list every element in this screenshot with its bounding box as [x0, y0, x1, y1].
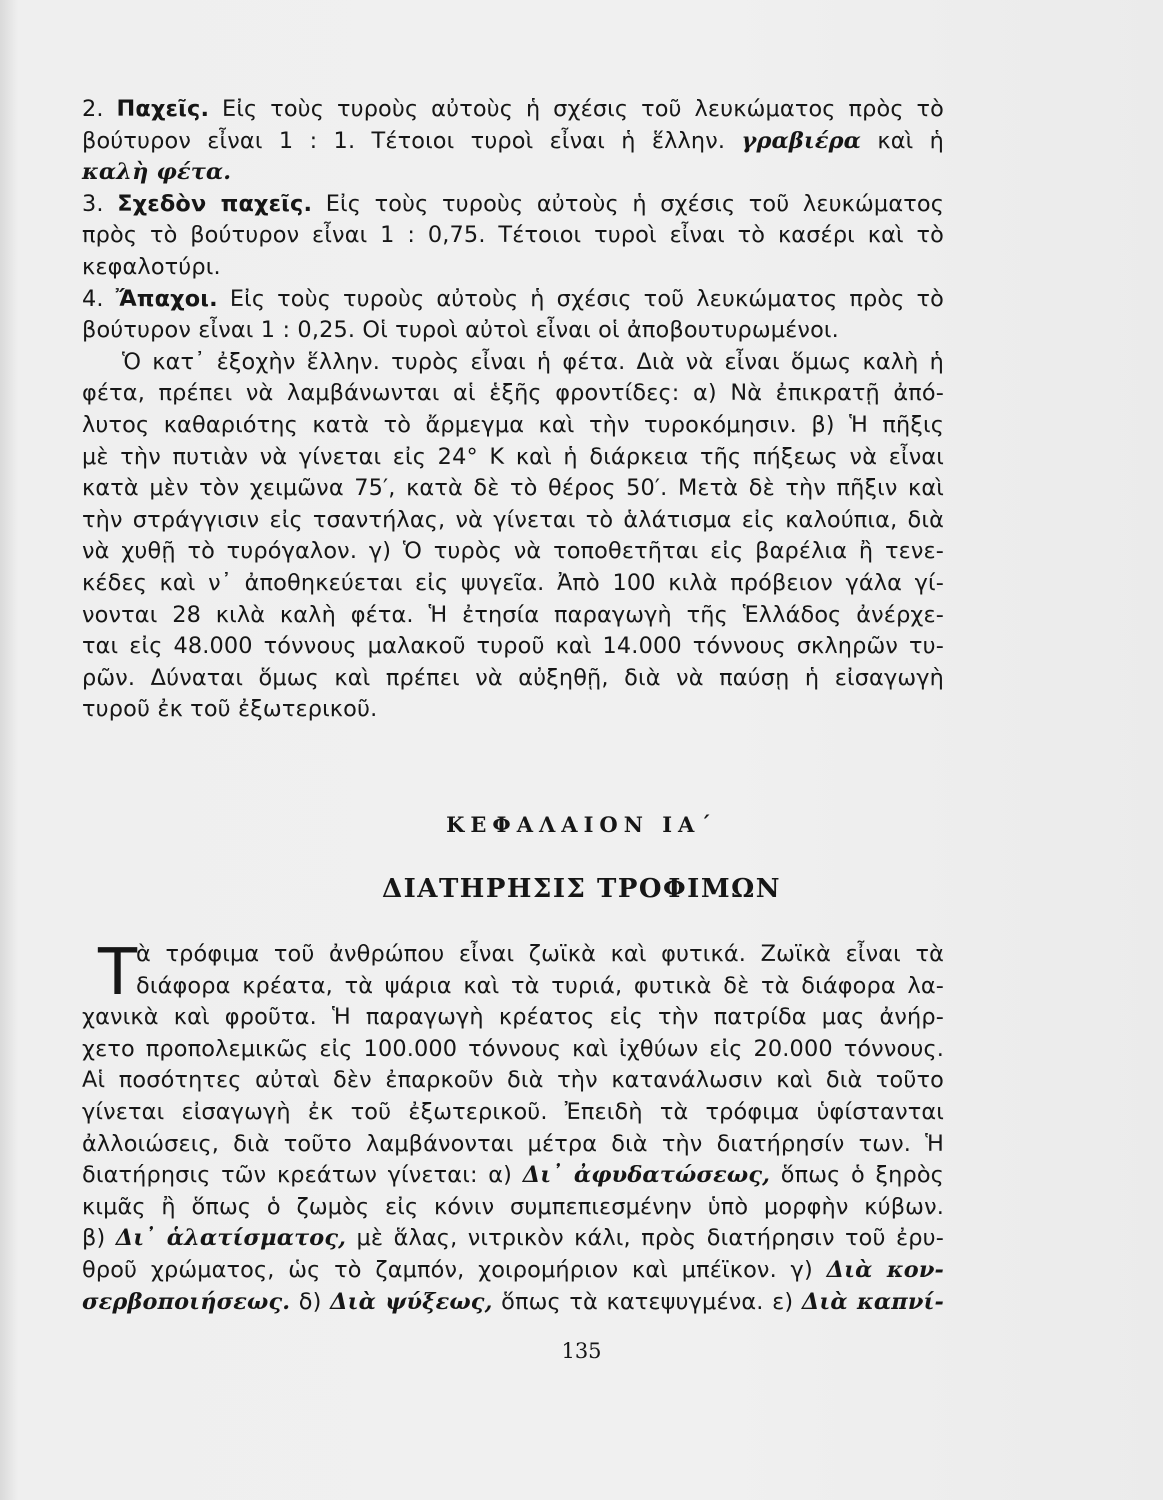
preservation-line-1: ὰ τρόφιμα τοῦ ἀνθρώπου εἶναι ζωϊκὰ καὶ φυτικά. Ζωϊκὰ εἶναι τὰ — [136, 941, 944, 967]
drop-cap: Τ — [98, 936, 138, 1010]
item-4-line-1: 4. Ἄπαχοι. Εἰς τοὺς τυροὺς αὐτοὺς ἡ σχέσις τοῦ λευκώματος πρὸς τὸ — [82, 285, 944, 312]
preservation-line-4: χετο προπολεμικῶς εἰς 100.000 τόννους καὶ ἰχθύων εἰς 20.000 τόννους. — [82, 1035, 944, 1062]
preservation-line-10: β) Δι᾿ ἁλατίσματος, μὲ ἅλας, νιτρικὸν κάλι, πρὸς διατήρησιν τοῦ ἐρυ- — [82, 1225, 944, 1252]
term-psyxis: Διὰ ψύξεως, — [330, 1288, 493, 1315]
item-3-line-2: πρὸς τὸ βούτυρον εἶναι 1 : 0,75. Τέτοιοι τυροὶ εἶναι τὸ κασέρι καὶ τὸ — [82, 222, 944, 249]
feta-para-line-9: νονται 28 κιλὰ καλὴ φέτα. Ἡ ἐτησία παραγωγὴ τῆς Ἑλλάδος ἀνέρχε- — [82, 601, 944, 628]
item-2-line-3 — [82, 157, 944, 189]
term-alatisma: Δι᾿ ἁλατίσματος, — [115, 1225, 347, 1252]
feta-para-line-4: μὲ τὴν πυτιὰν νὰ γίνεται εἰς 24° Κ καὶ ἡ διάρκεια τῆς πήξεως νὰ εἶναι — [82, 443, 944, 470]
term-kapnisma: Διὰ καπνί- — [801, 1288, 944, 1315]
feta-para-line-10: ται εἰς 48.000 τόννους μαλακοῦ τυροῦ καὶ 14.000 τόννους σκληρῶν τυ- — [82, 633, 944, 660]
item-3-line-3: κεφαλοτύρι. — [82, 253, 221, 280]
feta-para-line-12: τυροῦ ἐκ τοῦ ἐξωτερικοῦ. — [82, 696, 378, 723]
item-2-line-1: 2. Παχεῖς. Εἰς τοὺς τυροὺς αὐτοὺς ἡ σχέσις τοῦ λευκώματος πρὸς τὸ — [82, 96, 944, 122]
item-4-line-2: βούτυρον εἶναι 1 : 0,25. Οἱ τυροὶ αὐτοὶ εἶναι οἱ ἀποβουτυρωμένοι. — [82, 317, 839, 344]
term-kali-feta: καλὴ φέτα. — [82, 159, 232, 186]
item-2-line-2: βούτυρον εἶναι 1 : 1. Τέτοιοι τυροὶ εἶναι ἡ ἕλλην. γραβιέρα καὶ ἡ — [82, 127, 944, 154]
preservation-line-8: διατήρησις τῶν κρεάτων γίνεται: α) Δι᾿ ἀφυδατώσεως, ὅπως ὁ ξηρὸς — [82, 1162, 944, 1189]
chapter-label: ΚΕΦΑΛΑΙΟΝ ΙΑ΄ — [446, 812, 717, 837]
feta-para-line-7: νὰ χυθῇ τὸ τυρόγαλον. γ) Ὁ τυρὸς νὰ τοποθετῆται εἰς βαρέλια ἢ τενε- — [82, 538, 944, 565]
feta-para-line-6: τὴν στράγγισιν εἰς τσαντήλας, νὰ γίνεται τὸ ἁλάτισμα εἰς καλούπια, διὰ — [82, 506, 944, 533]
food-preservation-section — [82, 936, 944, 1318]
chapter-title: ΔΙΑΤΗΡΗΣΙΣ ΤΡΟΦΙΜΩΝ — [381, 874, 782, 904]
preservation-line-3: χανικὰ καὶ φροῦτα. Ἡ παραγωγὴ κρέατος εἰς τὴν πατρίδα μας ἀνήρ- — [82, 1004, 944, 1031]
feta-para-line-5: κατὰ μὲν τὸν χειμῶνα 75′, κατὰ δὲ τὸ θέρος 50′. Μετὰ δὲ τὴν πῆξιν καὶ — [82, 475, 944, 502]
term-afydatosis: Δι᾿ ἀφυδατώσεως, — [522, 1162, 771, 1189]
term-konservopoiisis: Διὰ κον- — [826, 1256, 944, 1283]
item-3-line-1: 3. Σχεδὸν παχεῖς. Εἰς τοὺς τυροὺς αὐτοὺς ἡ σχέσις τοῦ λευκώματος — [82, 190, 945, 217]
preservation-line-7: ἀλλοιώσεις, διὰ τοῦτο λαμβάνονται μέτρα διὰ τὴν διατήρησίν των. Ἡ — [82, 1130, 944, 1157]
preservation-line-6: γίνεται εἰσαγωγὴ ἐκ τοῦ ἐξωτερικοῦ. Ἐπειδὴ τὰ τρόφιμα ὑφίστανται — [82, 1098, 944, 1125]
term-schedon-pacheis: Σχεδὸν παχεῖς. — [117, 190, 313, 217]
preservation-line-12: σερβοποιήσεως. δ) Διὰ ψύξεως, ὅπως τὰ κατεψυγμένα. ε) Διὰ καπνί- — [82, 1288, 944, 1315]
cheese-types-section — [82, 94, 944, 726]
term-graviera: γραβιέρα — [741, 127, 862, 154]
feta-para-line-2: φέτα, πρέπει νὰ λαμβάνωνται αἱ ἑξῆς φροντίδες: α) Νὰ ἐπικρατῇ ἀπό- — [82, 380, 944, 407]
term-pacheis: Παχεῖς. — [116, 96, 210, 122]
feta-para-line-8: κέδες καὶ ν᾿ ἀποθηκεύεται εἰς ψυγεῖα. Ἀπὸ 100 κιλὰ πρόβειον γάλα γί- — [82, 569, 944, 596]
preservation-line-2: διάφορα κρέατα, τὰ ψάρια καὶ τὰ τυριά, φυτικὰ δὲ τὰ διάφορα λα- — [136, 972, 944, 999]
feta-para-line-1: Ὁ κατ᾿ ἐξοχὴν ἕλλην. τυρὸς εἶναι ἡ φέτα. Διὰ νὰ εἶναι ὅμως καλὴ ἡ — [122, 348, 944, 375]
term-apachoi: Ἄπαχοι. — [115, 285, 218, 312]
preservation-line-9: κιμᾶς ἢ ὅπως ὁ ζωμὸς εἰς κόνιν συμπεπιεσμένην ὑπὸ μορφὴν κύβων. — [82, 1193, 944, 1220]
preservation-line-11: θροῦ χρώματος, ὡς τὸ ζαμπόν, χοιρομήριον καὶ μπέϊκον. γ) Διὰ κον- — [82, 1256, 944, 1283]
feta-para-line-11: ρῶν. Δύναται ὅμως καὶ πρέπει νὰ αὐξηθῇ, διὰ νὰ παύσῃ ἡ εἰσαγωγὴ — [82, 664, 944, 691]
page-number: 135 — [561, 1339, 602, 1363]
preservation-line-5: Αἱ ποσότητες αὐταὶ δὲν ἐπαρκοῦν διὰ τὴν κατανάλωσιν καὶ διὰ τοῦτο — [82, 1067, 944, 1094]
feta-para-line-3: λυτος καθαριότης κατὰ τὸ ἄρμεγμα καὶ τὴν τυροκόμησιν. β) Ἡ πῆξις — [82, 411, 944, 438]
